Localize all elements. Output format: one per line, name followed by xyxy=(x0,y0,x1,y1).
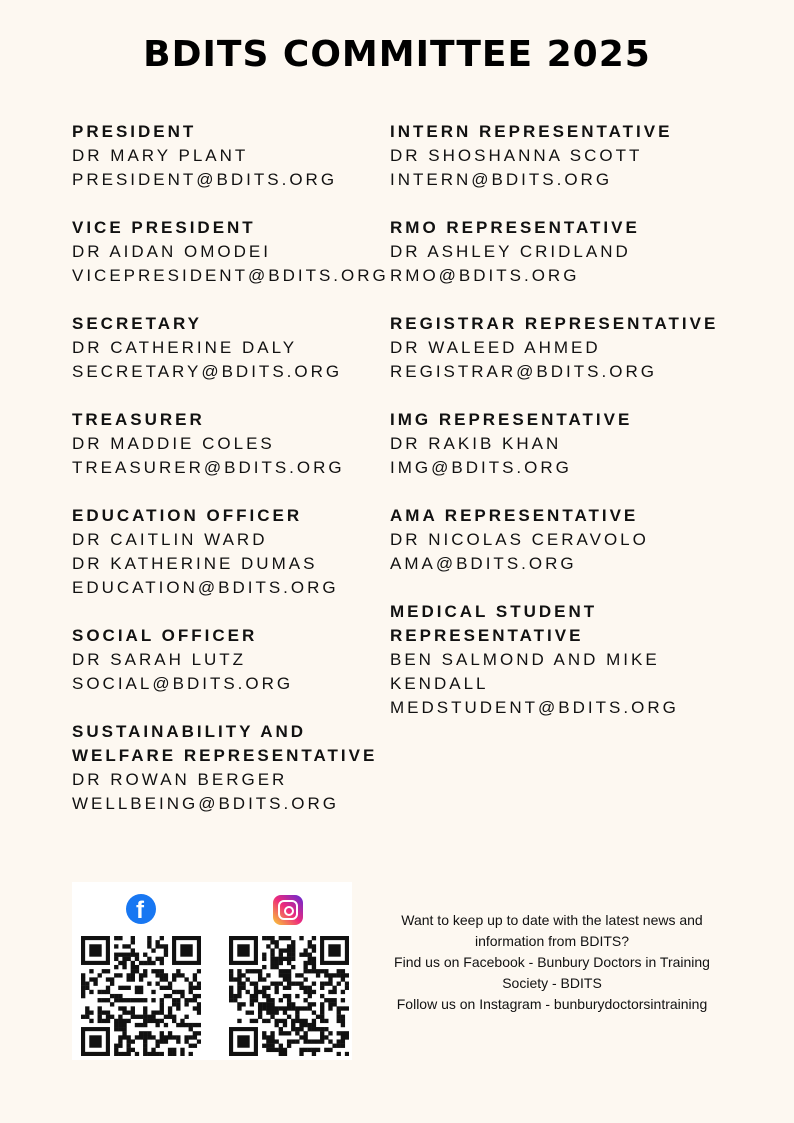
role-email[interactable]: VICEPRESIDENT@BDITS.ORG xyxy=(72,266,389,285)
member-name: DR NICOLAS CERAVOLO xyxy=(390,530,649,549)
role-education-officer xyxy=(72,504,382,600)
role-title: INTERN REPRESENTATIVE xyxy=(390,122,673,141)
member-name: DR MADDIE COLES xyxy=(72,434,275,453)
member-name: DR CATHERINE DALY xyxy=(72,338,298,357)
role-rmo-rep xyxy=(390,216,730,288)
member-name: DR SHOSHANNA SCOTT xyxy=(390,146,643,165)
role-title: SECRETARY xyxy=(72,314,202,333)
role-email[interactable]: SECRETARY@BDITS.ORG xyxy=(72,362,343,381)
member-name: DR AIDAN OMODEI xyxy=(72,242,271,261)
role-treasurer xyxy=(72,408,382,480)
role-title: PRESIDENT xyxy=(72,122,197,141)
member-name: DR KATHERINE DUMAS xyxy=(72,554,318,573)
member-name: DR SARAH LUTZ xyxy=(72,650,247,669)
facebook-icon[interactable]: f xyxy=(126,894,156,924)
role-email[interactable]: SOCIAL@BDITS.ORG xyxy=(72,674,294,693)
role-email[interactable]: AMA@BDITS.ORG xyxy=(390,554,577,573)
role-sustainability-welfare xyxy=(72,720,382,816)
info-line: Want to keep up to date with the latest news and information from BDITS? xyxy=(401,912,703,949)
role-title: MEDICAL STUDENT REPRESENTATIVE xyxy=(390,602,598,645)
role-title: REGISTRAR REPRESENTATIVE xyxy=(390,314,719,333)
member-name: DR WALEED AHMED xyxy=(390,338,601,357)
member-name: DR ASHLEY CRIDLAND xyxy=(390,242,631,261)
role-medical-student-rep xyxy=(390,600,730,720)
role-email[interactable]: PRESIDENT@BDITS.ORG xyxy=(72,170,338,189)
role-title: TREASURER xyxy=(72,410,205,429)
instagram-icon[interactable] xyxy=(273,895,303,925)
member-name: DR ROWAN BERGER xyxy=(72,770,288,789)
qr-code-panel xyxy=(72,882,352,1060)
role-email[interactable]: REGISTRAR@BDITS.ORG xyxy=(390,362,657,381)
role-registrar-rep xyxy=(390,312,730,384)
role-email[interactable]: INTERN@BDITS.ORG xyxy=(390,170,613,189)
left-role-column xyxy=(72,120,389,840)
role-title: AMA REPRESENTATIVE xyxy=(390,506,639,525)
info-line: Follow us on Instagram - bunburydoctorsintraining xyxy=(396,996,708,1012)
member-name: DR MARY PLANT xyxy=(72,146,249,165)
role-title: IMG REPRESENTATIVE xyxy=(390,410,633,429)
role-title: VICE PRESIDENT xyxy=(72,218,256,237)
role-email[interactable]: MEDSTUDENT@BDITS.ORG xyxy=(390,698,679,717)
role-email[interactable]: TREASURER@BDITS.ORG xyxy=(72,458,345,477)
member-name: BEN SALMOND AND MIKE KENDALL xyxy=(390,650,660,693)
role-email[interactable]: RMO@BDITS.ORG xyxy=(390,266,580,285)
role-title: SUSTAINABILITY AND WELFARE REPRESENTATIVE xyxy=(72,722,378,765)
role-ama-rep xyxy=(390,504,730,576)
role-vice-president xyxy=(72,216,389,288)
role-title: SOCIAL OFFICER xyxy=(72,626,258,645)
role-email[interactable]: WELLBEING@BDITS.ORG xyxy=(72,794,339,813)
facebook-qr-code[interactable] xyxy=(81,936,201,1056)
social-info xyxy=(372,910,732,1015)
page-title: BDITS COMMITTEE 2025 xyxy=(143,34,651,75)
role-title: EDUCATION OFFICER xyxy=(72,506,303,525)
role-social-officer xyxy=(72,624,382,696)
member-name: DR RAKIB KHAN xyxy=(390,434,562,453)
role-email[interactable]: EDUCATION@BDITS.ORG xyxy=(72,578,339,597)
role-intern-rep xyxy=(390,120,730,192)
instagram-qr-code[interactable] xyxy=(229,936,349,1056)
member-name: DR CAITLIN WARD xyxy=(72,530,268,549)
role-email[interactable]: IMG@BDITS.ORG xyxy=(390,458,572,477)
role-title: RMO REPRESENTATIVE xyxy=(390,218,640,237)
role-img-rep xyxy=(390,408,730,480)
right-role-column xyxy=(390,120,730,744)
role-president xyxy=(72,120,382,192)
role-secretary xyxy=(72,312,382,384)
info-line: Find us on Facebook - Bunbury Doctors in Training Society - BDITS xyxy=(394,954,710,991)
